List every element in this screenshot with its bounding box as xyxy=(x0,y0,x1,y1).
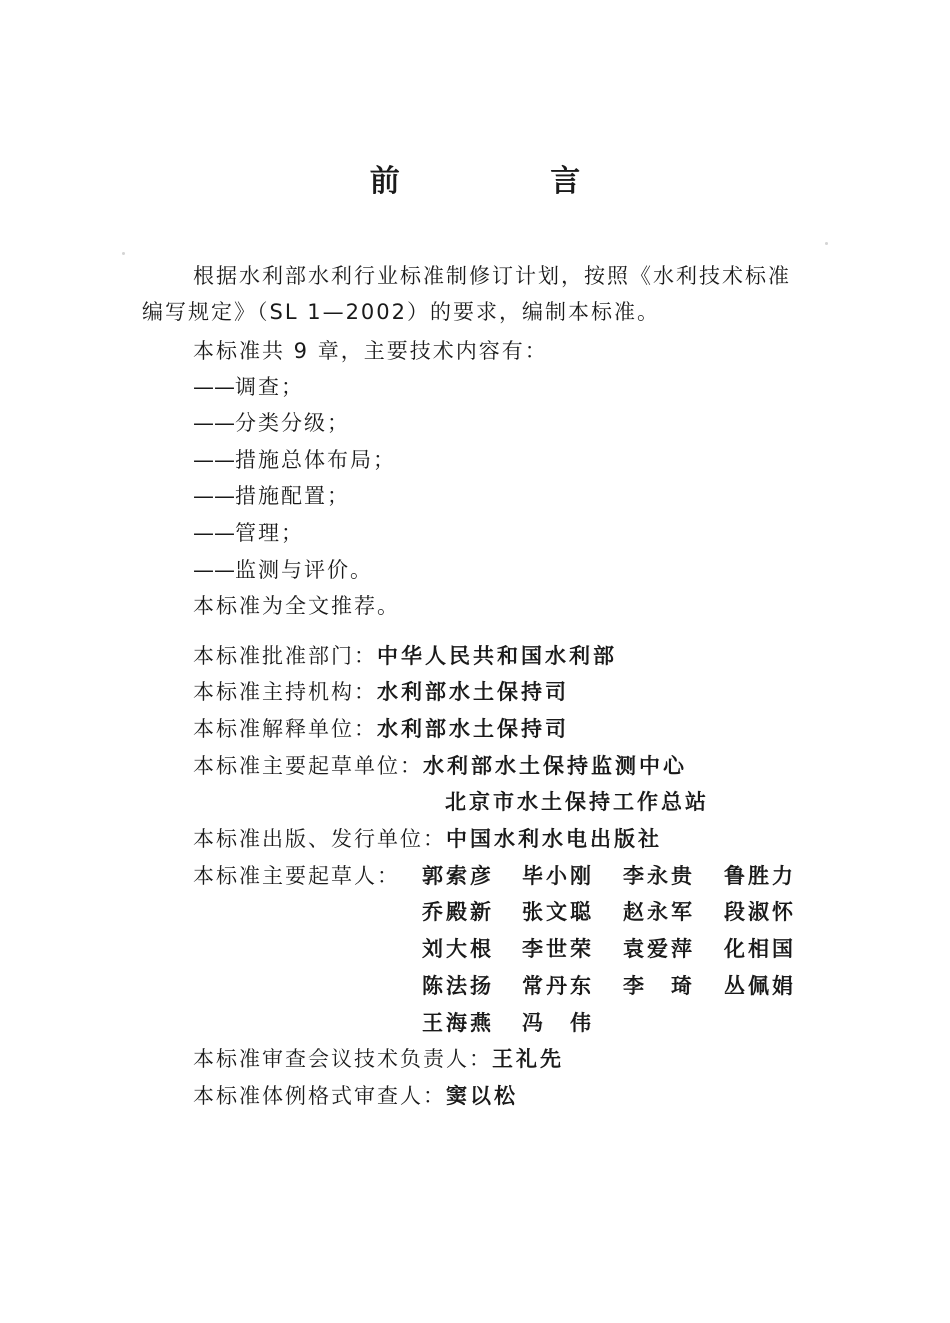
chapter-item-label: 监测与评价。 xyxy=(235,558,373,582)
list-dash: —— xyxy=(193,448,235,472)
chapter-item-label: 管理； xyxy=(235,521,304,545)
review-label: 本标准审查会议技术负责人： xyxy=(193,1047,492,1071)
chapter-item xyxy=(193,519,304,547)
chapter-item-label: 措施配置； xyxy=(235,484,350,508)
drafter-name: 王海燕 xyxy=(422,1011,494,1035)
drafter-name: 张文聪 xyxy=(522,900,594,924)
format-label: 本标准体例格式审查人： xyxy=(193,1084,446,1108)
list-dash: —— xyxy=(193,558,235,582)
drafting-units xyxy=(193,752,687,780)
drafting-unit: 水利部水土保持监测中心 xyxy=(423,754,687,778)
intro-paragraph-line-2: 编写规定》（SL 1—2002）的要求，编制本标准。 xyxy=(142,300,661,324)
drafters-label: 本标准主要起草人： xyxy=(193,864,400,888)
review-technical-lead xyxy=(193,1045,564,1073)
drafter-name: 常丹东 xyxy=(522,974,594,998)
publisher-label: 本标准出版、发行单位： xyxy=(193,827,446,851)
drafter-name: 赵永军 xyxy=(623,900,695,924)
approval-value: 中华人民共和国水利部 xyxy=(377,644,617,668)
drafter-name: 丛佩娟 xyxy=(724,974,796,998)
interpret-value: 水利部水土保持司 xyxy=(377,717,569,741)
chapter-item-label: 调查； xyxy=(235,375,304,399)
host-organization xyxy=(193,678,569,706)
drafting-unit: 北京市水土保持工作总站 xyxy=(445,790,709,814)
drafter-name: 刘大根 xyxy=(422,937,494,961)
drafter-name: 段淑怀 xyxy=(724,900,796,924)
publisher xyxy=(193,825,662,853)
page-title: 前 言 xyxy=(369,164,651,199)
drafter-name: 李 琦 xyxy=(623,974,695,998)
drafter-name: 袁爱萍 xyxy=(623,937,695,961)
drafter-name: 鲁胜力 xyxy=(724,864,796,888)
format-reviewer xyxy=(193,1082,518,1110)
chapter-item xyxy=(193,446,396,474)
drafter-name: 李世荣 xyxy=(522,937,594,961)
review-value: 王礼先 xyxy=(492,1047,564,1071)
host-value: 水利部水土保持司 xyxy=(377,680,569,704)
interpreting-unit xyxy=(193,715,569,743)
drafter-name: 冯 伟 xyxy=(522,1011,594,1035)
drafter-name: 毕小刚 xyxy=(522,864,594,888)
chapters-intro: 本标准共 9 章，主要技术内容有： xyxy=(193,339,548,363)
chapter-item-label: 分类分级； xyxy=(235,411,350,435)
chapter-item-label: 措施总体布局； xyxy=(235,448,396,472)
list-dash: —— xyxy=(193,411,235,435)
list-dash: —— xyxy=(193,521,235,545)
approval-label: 本标准批准部门： xyxy=(193,644,377,668)
scan-speck xyxy=(825,242,828,245)
drafter-name: 陈法扬 xyxy=(422,974,494,998)
publisher-value: 中国水利水电出版社 xyxy=(446,827,662,851)
recommendation-statement: 本标准为全文推荐。 xyxy=(193,594,400,618)
host-label: 本标准主持机构： xyxy=(193,680,377,704)
chapter-item xyxy=(193,556,373,584)
list-dash: —— xyxy=(193,375,235,399)
interpret-label: 本标准解释单位： xyxy=(193,717,377,741)
drafter-name: 李永贵 xyxy=(623,864,695,888)
drafter-name: 乔殿新 xyxy=(422,900,494,924)
drafting-units-label: 本标准主要起草单位： xyxy=(193,754,423,778)
intro-paragraph-line-1: 根据水利部水利行业标准制修订计划，按照《水利技术标准 xyxy=(193,264,791,288)
drafter-name: 郭索彦 xyxy=(422,864,494,888)
chapter-item xyxy=(193,409,350,437)
format-value: 窦以松 xyxy=(446,1084,518,1108)
chapter-item xyxy=(193,373,304,401)
list-dash: —— xyxy=(193,484,235,508)
chapter-item xyxy=(193,482,350,510)
scan-speck xyxy=(122,252,125,255)
approval-department xyxy=(193,642,617,670)
drafter-name: 化相国 xyxy=(724,937,796,961)
